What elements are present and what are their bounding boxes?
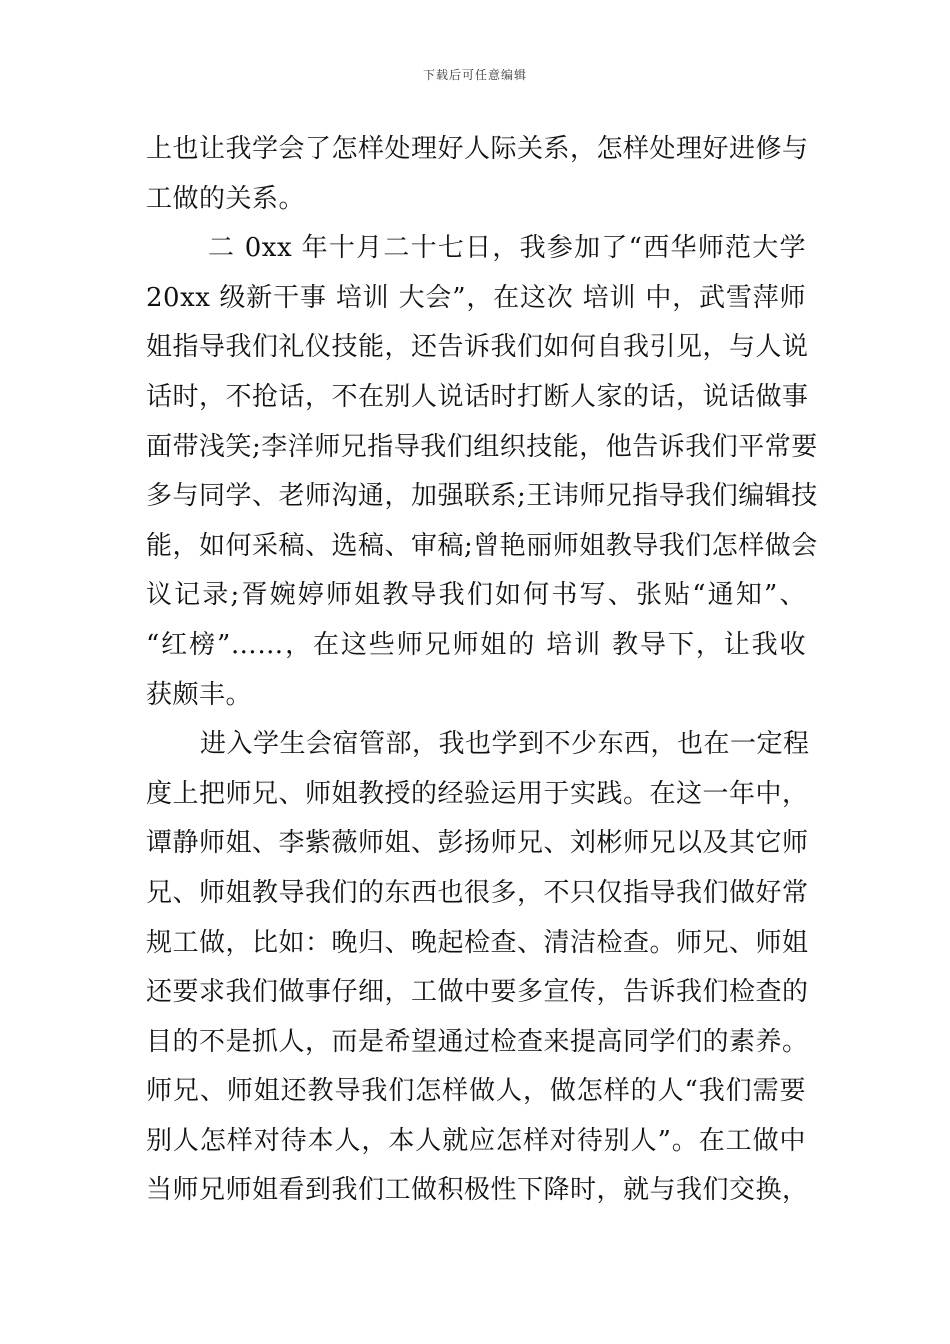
document-body [146,125,818,1216]
text-line: 话时，不抢话，不在别人说话时打断人家的话，说话做事 [146,381,809,412]
text-line: “红榜”……，在这些师兄师姐的 培训 教导下，让我收 [146,629,806,660]
text-line: 别人怎样对待本人，本人就应怎样对待别人”。在工做中 [146,1125,806,1156]
text-line: 度上把师兄、师姐教授的经验运用于实践。在这一年中， [146,778,809,809]
text-line: 面带浅笑;李洋师兄指导我们组织技能，他告诉我们平常要 [146,431,818,462]
text-line: 当师兄师姐看到我们工做积极性下降时，就与我们交换， [146,1175,809,1206]
text-line: 师兄、师姐还教导我们怎样做人，做怎样的人“我们需要 [146,1076,806,1107]
text-line: 能，如何采稿、选稿、审稿;曾艳丽师姐教导我们怎样做会 [146,530,818,561]
text-line: 上也让我学会了怎样处理好人际关系，怎样处理好进修与 [146,134,809,164]
text-line: 规工做，比如：晚归、晚起检查、清洁检查。师兄、师姐 [146,927,809,958]
text-line: 多与同学、老师沟通，加强联系;王讳师兄指导我们编辑技 [146,481,818,512]
text-line: 工做的关系。 [146,183,306,214]
text-line: 姐指导我们礼仪技能，还告诉我们如何自我引见，与人说 [146,332,809,363]
text-line: 还要求我们做事仔细，工做中要多宣传，告诉我们检查的 [146,977,809,1008]
text-line: 20xx 级新干事 培训 大会”，在这次 培训 中，武雪萍师 [146,282,806,313]
text-line: 进入学生会宿管部，我也学到不少东西，也在一定程 [200,729,810,760]
text-line: 议记录;胥婉婷师姐教导我们如何书写、张贴“通知”、 [146,580,806,611]
text-line: 目的不是抓人，而是希望通过检查来提高同学们的素养。 [146,1026,809,1057]
text-line: 二 0xx 年十月二十七日，我参加了“西华师范大学 [208,233,806,264]
text-line: 获颇丰。 [146,679,253,710]
text-line: 谭静师姐、李紫薇师姐、彭扬师兄、刘彬师兄以及其它师 [146,828,809,859]
text-line: 兄、师姐教导我们的东西也很多，不只仅指导我们做好常 [146,877,809,908]
page-header-note: 下载后可任意编辑 [422,68,527,82]
